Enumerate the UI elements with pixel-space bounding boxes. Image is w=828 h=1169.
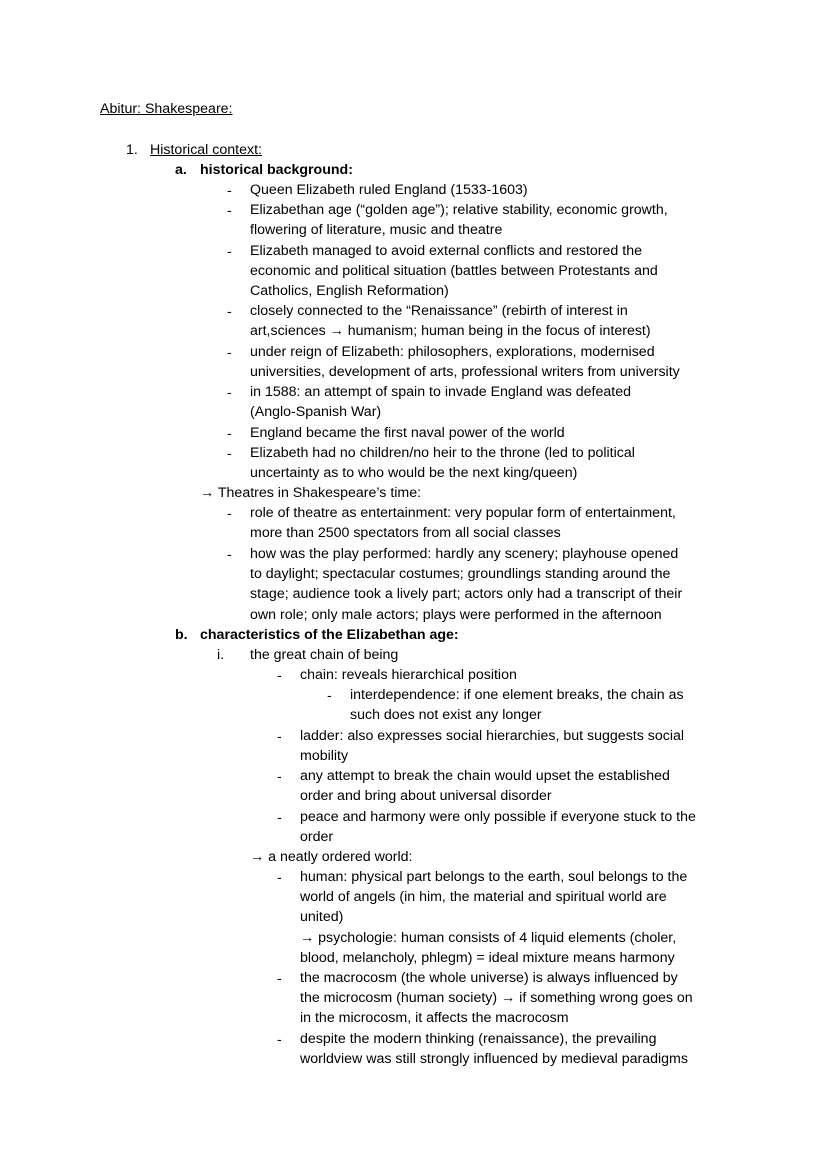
list-item-line: Elizabeth had no children/no heir to the throne (led to political [250,445,635,461]
bullet-dash: - [277,870,282,886]
list-item-line: united) [300,909,344,926]
list-item-line: chain: reveals hierarchical position [300,667,517,683]
list-item-line: in the microcosm, it affects the macrocosm [300,1010,569,1027]
bullet-dash: - [327,688,332,704]
bullet-dash: - [277,810,282,826]
bullet-dash: - [277,729,282,745]
list-item-line: (Anglo-Spanish War) [250,404,382,421]
subsection-b-heading: characteristics of the Elizabethan age: [200,627,459,643]
list-item-line: ladder: also expresses social hierarchies, but suggests social [300,728,685,744]
list-item-line: in 1588: an attempt of spain to invade England was defeated [250,384,631,400]
bullet-dash: - [227,244,232,260]
list-item-line: how was the play performed: hardly any scenery; playhouse opened [250,546,679,562]
roman-item-label: the great chain of being [250,647,399,663]
list-item-line: the macrocosm (the whole universe) is always influenced by [300,970,678,986]
bullet-dash: - [227,345,232,361]
bullet-dash: - [227,506,232,522]
list-item-line: Catholics, English Reformation) [250,283,449,300]
list-item-line: closely connected to the “Renaissance” (rebirth of interest in [250,303,628,319]
list-item-line: universities, development of arts, professional writers from university [250,364,680,381]
list-item-line: flowering of literature, music and theatre [250,222,503,239]
list-item-line: art,sciences → humanism; human being in the focus of interest) [250,323,651,340]
list-item-line: → psychologie: human consists of 4 liquid elements (choler, [300,929,677,946]
list-item-line: more than 2500 spectators from all social classes [250,525,561,542]
bullet-dash: - [227,426,232,442]
list-item-line: peace and harmony were only possible if everyone stuck to the [300,809,696,825]
list-item-line: England became the first naval power of the world [250,425,565,441]
list-item-line: human: physical part belongs to the earth, soul belongs to the [300,869,688,885]
nested-item-line: such does not exist any longer [350,707,542,724]
list-item-line: Elizabethan age (“golden age”); relative stability, economic growth, [250,202,668,218]
list-item-line: under reign of Elizabeth: philosophers, explorations, modernised [250,344,655,360]
subsection-a-marker: a. [175,162,187,178]
bullet-dash: - [277,1032,282,1048]
bullet-dash: - [227,203,232,219]
bullet-dash: - [277,769,282,785]
list-item-line: mobility [300,748,349,765]
list-item-line: Queen Elizabeth ruled England (1533-1603) [250,182,528,198]
list-item-line: economic and political situation (battles between Protestants and [250,263,658,280]
list-item-line: worldview was still strongly influenced by medieval paradigms [300,1051,688,1068]
section-number: 1. [126,142,138,158]
list-item-line: despite the modern thinking (renaissance), the prevailing [300,1031,657,1047]
list-item-line: to daylight; spectacular costumes; groundlings standing around the [250,566,671,583]
nested-item-line: interdependence: if one element breaks, the chain as [350,687,684,703]
ordered-world-heading: → a neatly ordered world: [250,849,413,865]
list-item-line: stage; audience took a lively part; actors only had a transcript of their [250,586,683,603]
page-title: Abitur: Shakespeare: [100,101,233,117]
bullet-dash: - [227,385,232,401]
list-item-line: own role; only male actors; plays were performed in the afternoon [250,606,662,623]
bullet-dash: - [227,547,232,563]
roman-item-marker: i. [217,647,225,663]
subsection-b-marker: b. [175,627,188,643]
theatres-heading: → Theatres in Shakespeare’s time: [200,485,422,501]
subsection-a-heading: historical background: [200,162,353,178]
bullet-dash: - [227,183,232,199]
list-item-line: role of theatre as entertainment: very popular form of entertainment, [250,505,676,521]
list-item-line: the microcosm (human society) → if something wrong goes on [300,990,693,1007]
bullet-dash: - [277,668,282,684]
list-item-line: world of angels (in him, the material and spiritual world are [300,889,667,906]
list-item-line: order [300,829,334,846]
bullet-dash: - [227,304,232,320]
list-item-line: blood, melancholy, phlegm) = ideal mixture means harmony [300,949,675,966]
list-item-line: order and bring about universal disorder [300,788,552,805]
bullet-dash: - [227,446,232,462]
list-item-line: any attempt to break the chain would upset the established [300,768,670,784]
section-heading: Historical context: [150,142,262,158]
bullet-dash: - [277,971,282,987]
list-item-line: Elizabeth managed to avoid external conflicts and restored the [250,243,642,259]
list-item-line: uncertainty as to who would be the next king/queen) [250,465,578,482]
